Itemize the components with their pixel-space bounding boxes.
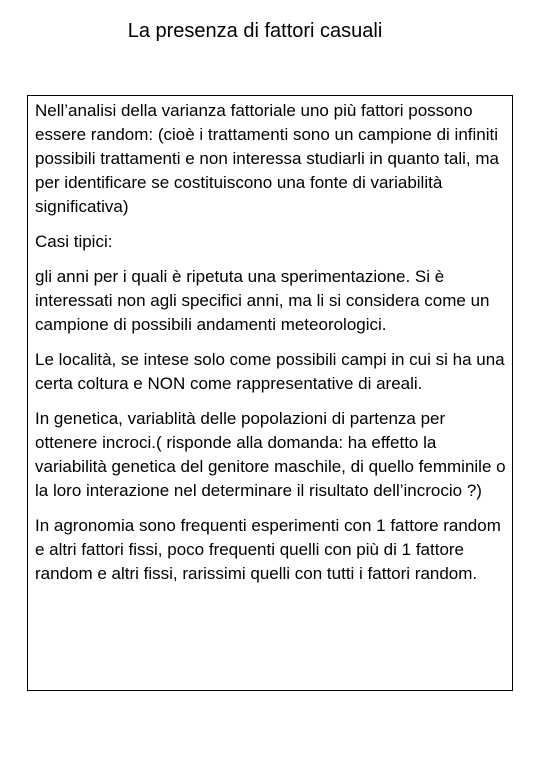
locations-paragraph: Le località, se intese solo come possibili campi in cui si ha una certa coltura e NON come rappresentative di areali. [35,350,505,393]
intro-paragraph: Nell’analisi della varianza fattoriale uno più fattori possono essere random: (cioè i trattamenti sono un campione di infiniti possibili trattamenti e non interessa studiarli in quanto tali, ma per identificare se costituiscono una fonte di variabilità significativa) [35,101,499,216]
genetics-paragraph: In genetica, variablità delle popolazioni di partenza per ottenere incroci.( risponde alla domanda: ha effetto la variabilità genetica del genitore maschile, di quello femminile o la loro interazione nel determinare il risultato dell’incrocio ?) [35,409,506,500]
years-paragraph: gli anni per i quali è ripetuta una sperimentazione. Si è interessati non agli specifici anni, ma li si considera come un campione di possibili andamenti meteorologici. [35,267,490,334]
agronomy-paragraph: In agronomia sono frequenti esperimenti con 1 fattore random e altri fattori fissi, poco frequenti quelli con più di 1 fattore random e altri fissi, rarissimi quelli con tutti i fattori random. [35,516,501,583]
text-box [27,95,513,691]
typical-cases-heading: Casi tipici: [35,232,113,251]
page-title: La presenza di fattori casuali [127,20,383,42]
